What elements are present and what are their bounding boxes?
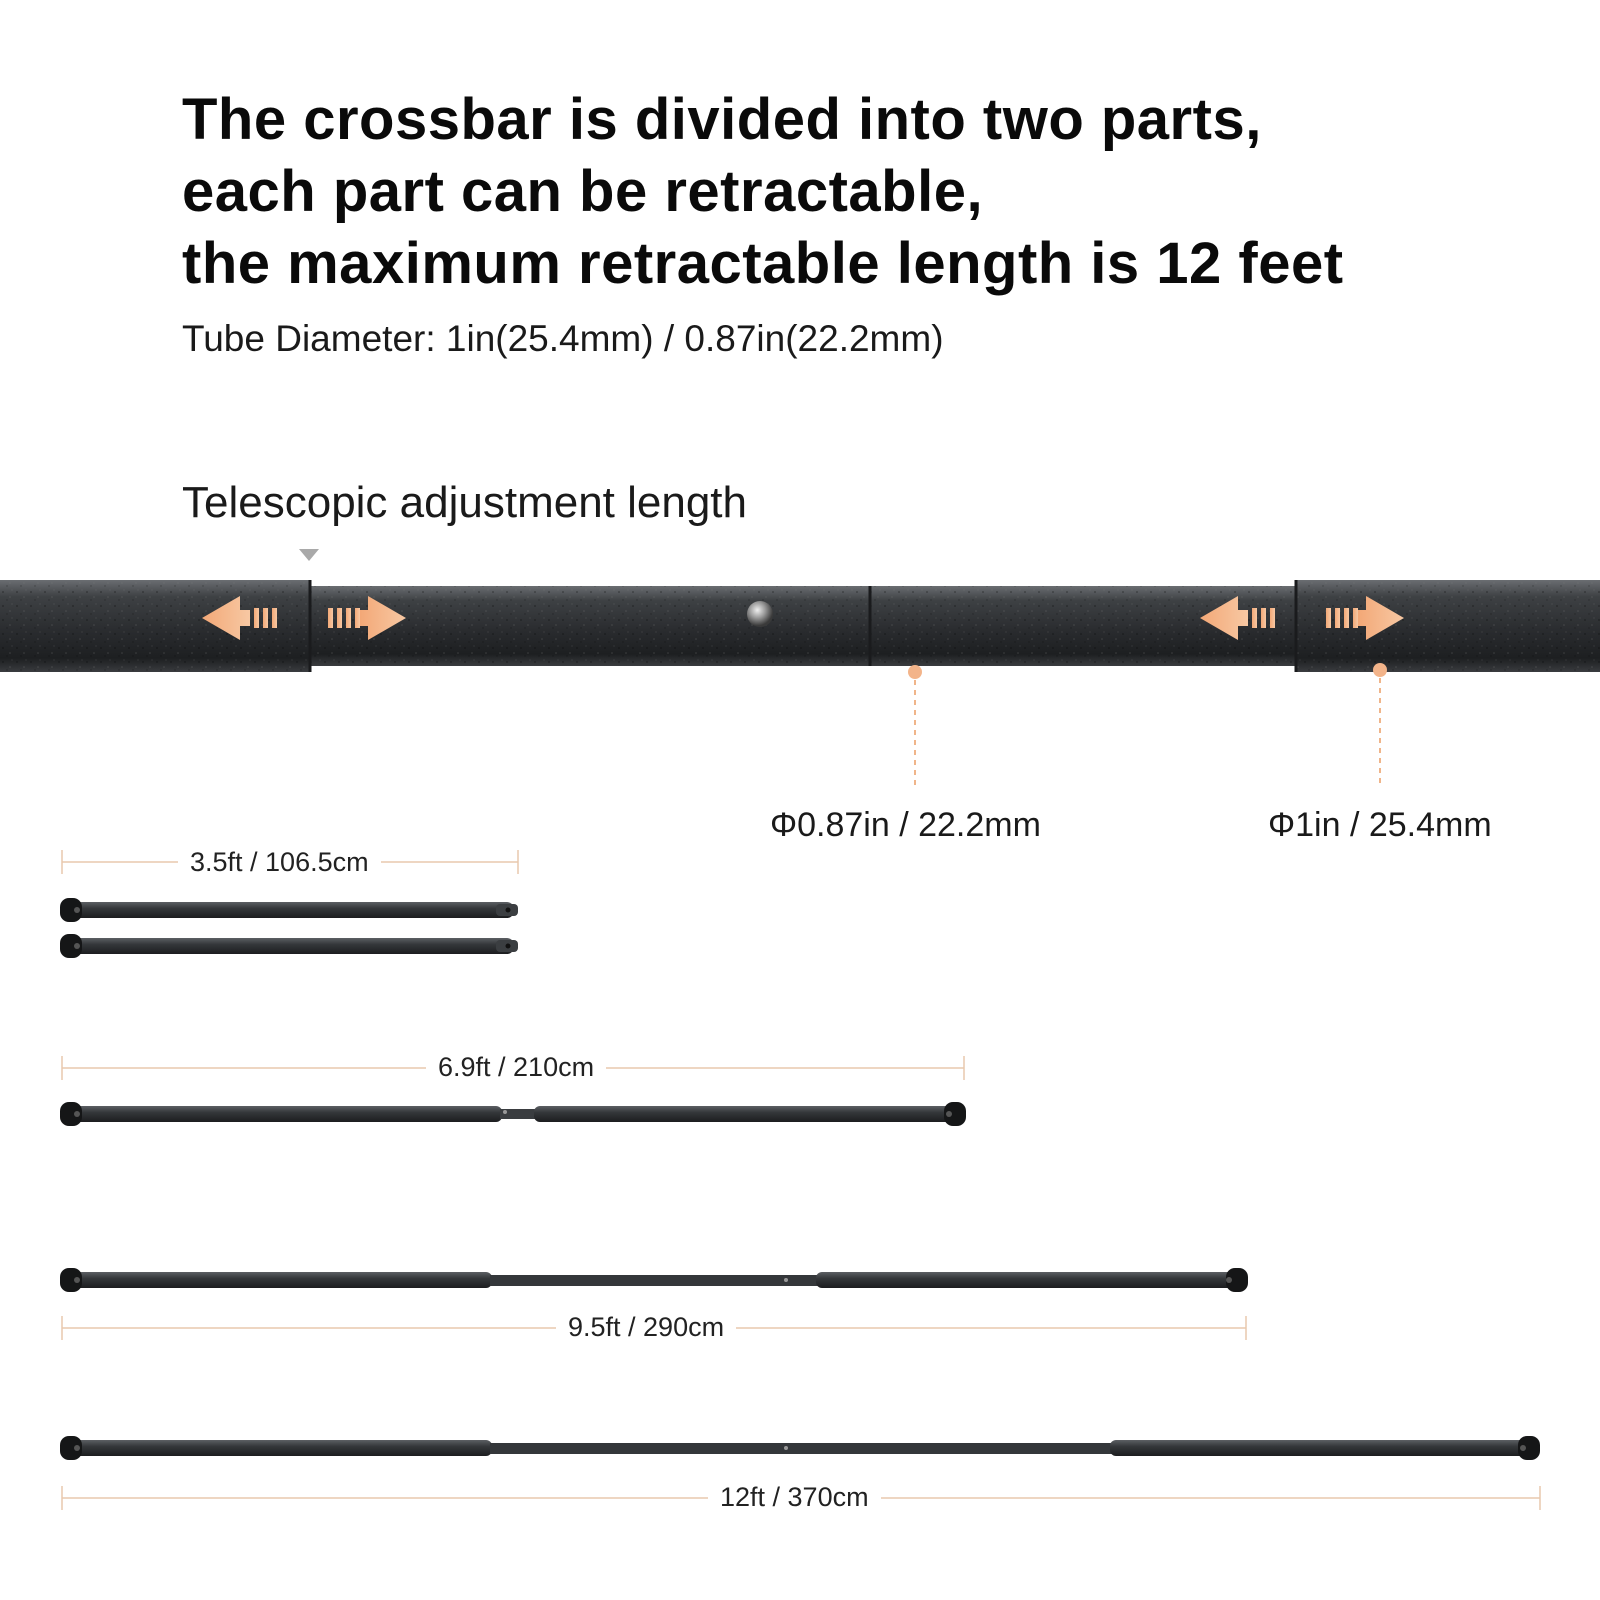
headline-line-2: each part can be retractable, [182, 159, 984, 224]
length-label-9-5ft: 9.5ft / 290cm [556, 1312, 736, 1343]
telescopic-label: Telescopic adjustment length [182, 478, 747, 527]
tube-diameter-subtitle: Tube Diameter: 1in(25.4mm) / 0.87in(22.2mm) [182, 318, 944, 359]
length-label-3-5ft: 3.5ft / 106.5cm [178, 847, 381, 878]
headline-line-1: The crossbar is divided into two parts, [182, 87, 1262, 152]
rod-3-5ft-a [60, 898, 518, 922]
rod-12ft [60, 1436, 1540, 1460]
diameter-label-small: Φ0.87in / 22.2mm [770, 806, 1041, 844]
length-label-12ft: 12ft / 370cm [708, 1482, 881, 1513]
diameter-label-large: Φ1in / 25.4mm [1268, 806, 1492, 844]
rod-3-5ft-b [60, 934, 518, 958]
rod-6-9ft [60, 1102, 966, 1126]
rod-9-5ft [60, 1268, 1248, 1292]
headline-line-3: the maximum retractable length is 12 feet [182, 231, 1344, 296]
length-label-6-9ft: 6.9ft / 210cm [426, 1052, 606, 1083]
